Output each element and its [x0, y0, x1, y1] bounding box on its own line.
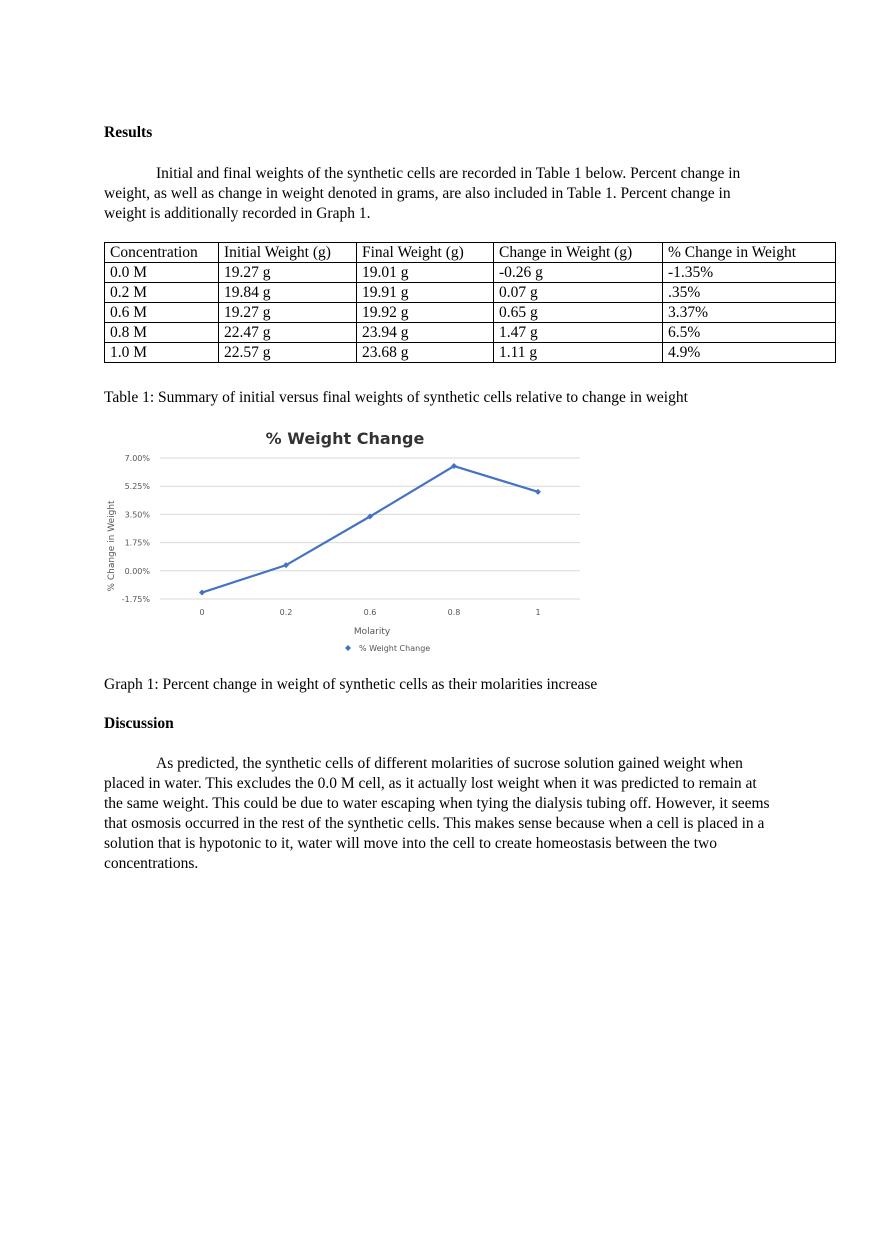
table-cell: 0.6 M	[105, 303, 219, 323]
table-cell: 0.65 g	[494, 303, 663, 323]
chart-data-point	[199, 590, 205, 596]
legend-label: % Weight Change	[359, 644, 431, 653]
chart-x-tick-label: 0.2	[279, 608, 293, 617]
table-header-cell: Final Weight (g)	[357, 243, 494, 263]
table-cell: 4.9%	[663, 343, 836, 363]
chart-y-tick-label: 3.50%	[124, 510, 150, 520]
table-header-cell: % Change in Weight	[663, 243, 836, 263]
table-cell: 1.47 g	[494, 323, 663, 343]
chart-y-tick-label: 5.25%	[124, 482, 150, 492]
chart-x-axis-label: Molarity	[353, 627, 391, 637]
table-cell: 22.57 g	[219, 343, 357, 363]
table-cell: 19.84 g	[219, 283, 357, 303]
weights-table	[104, 242, 836, 363]
chart-gridlines	[160, 458, 580, 599]
table-row	[105, 283, 836, 303]
table-cell: 19.27 g	[219, 263, 357, 283]
chart-title: % Weight Change	[265, 429, 425, 448]
chart-series-line	[202, 466, 538, 592]
chart-y-tick-label: 1.75%	[124, 538, 150, 548]
chart-x-tick-label: 1	[535, 608, 541, 617]
table-cell: 3.37%	[663, 303, 836, 323]
table-cell: -1.35%	[663, 263, 836, 283]
graph-caption: Graph 1: Percent change in weight of synthetic cells as their molarities increase	[104, 676, 598, 693]
chart-y-tick-label: -1.75%	[121, 595, 150, 604]
chart-x-ticks	[199, 608, 540, 617]
chart-series	[199, 463, 541, 595]
discussion-heading: Discussion	[104, 715, 174, 732]
table-cell: 6.5%	[663, 323, 836, 343]
table-cell: 0.0 M	[105, 263, 219, 283]
table-cell: 0.2 M	[105, 283, 219, 303]
table-cell: 1.0 M	[105, 343, 219, 363]
chart-legend	[345, 644, 430, 653]
chart-svg	[104, 424, 586, 654]
results-paragraph: Initial and final weights of the synthetic cells are recorded in Table 1 below. Percent change in weight, as well as change in weight denoted in grams, are also included in Table 1. Percent change in weight is additionally recorded in Graph 1.	[104, 165, 741, 222]
chart-y-ticks	[122, 454, 151, 604]
chart-data-point	[535, 489, 541, 495]
table-cell: .35%	[663, 283, 836, 303]
table-row	[105, 323, 836, 343]
table-header-cell: Initial Weight (g)	[219, 243, 357, 263]
table-cell: 23.68 g	[357, 343, 494, 363]
table-header-row	[105, 243, 836, 263]
weight-change-chart	[104, 424, 586, 654]
table-cell: 1.11 g	[494, 343, 663, 363]
table-cell: 19.27 g	[219, 303, 357, 323]
chart-y-axis-label: % Change in Weight	[107, 500, 117, 592]
discussion-paragraph: As predicted, the synthetic cells of different molarities of sucrose solution gained weight when placed in water. This excludes the 0.0 M cell, as it actually lost weight when it was predicted to remain at the same weight. This could be due to water escaping when tying the dialysis tubing off. However, it seems that osmosis occurred in the rest of the synthetic cells. This makes sense because when a cell is placed in a solution that is hypotonic to it, water will move into the cell to create homeostasis between the two concentrations.	[104, 755, 770, 872]
table-cell: 0.8 M	[105, 323, 219, 343]
table-caption: Table 1: Summary of initial versus final weights of synthetic cells relative to change in weight	[104, 389, 688, 406]
table-header-cell: Change in Weight (g)	[494, 243, 663, 263]
legend-marker-icon	[345, 645, 351, 651]
chart-x-tick-label: 0	[199, 608, 205, 617]
chart-y-tick-label: 0.00%	[124, 566, 150, 576]
table-cell: 0.07 g	[494, 283, 663, 303]
chart-x-tick-label: 0.8	[447, 608, 461, 617]
table-row	[105, 303, 836, 323]
chart-x-tick-label: 0.6	[363, 608, 377, 617]
table-cell: 23.94 g	[357, 323, 494, 343]
table-cell: 19.91 g	[357, 283, 494, 303]
table-cell: 19.01 g	[357, 263, 494, 283]
results-heading: Results	[104, 124, 153, 141]
table-cell: -0.26 g	[494, 263, 663, 283]
table-row	[105, 343, 836, 363]
table-row	[105, 263, 836, 283]
table-cell: 22.47 g	[219, 323, 357, 343]
table-header-cell: Concentration	[105, 243, 219, 263]
chart-y-tick-label: 7.00%	[124, 454, 150, 463]
table-cell: 19.92 g	[357, 303, 494, 323]
